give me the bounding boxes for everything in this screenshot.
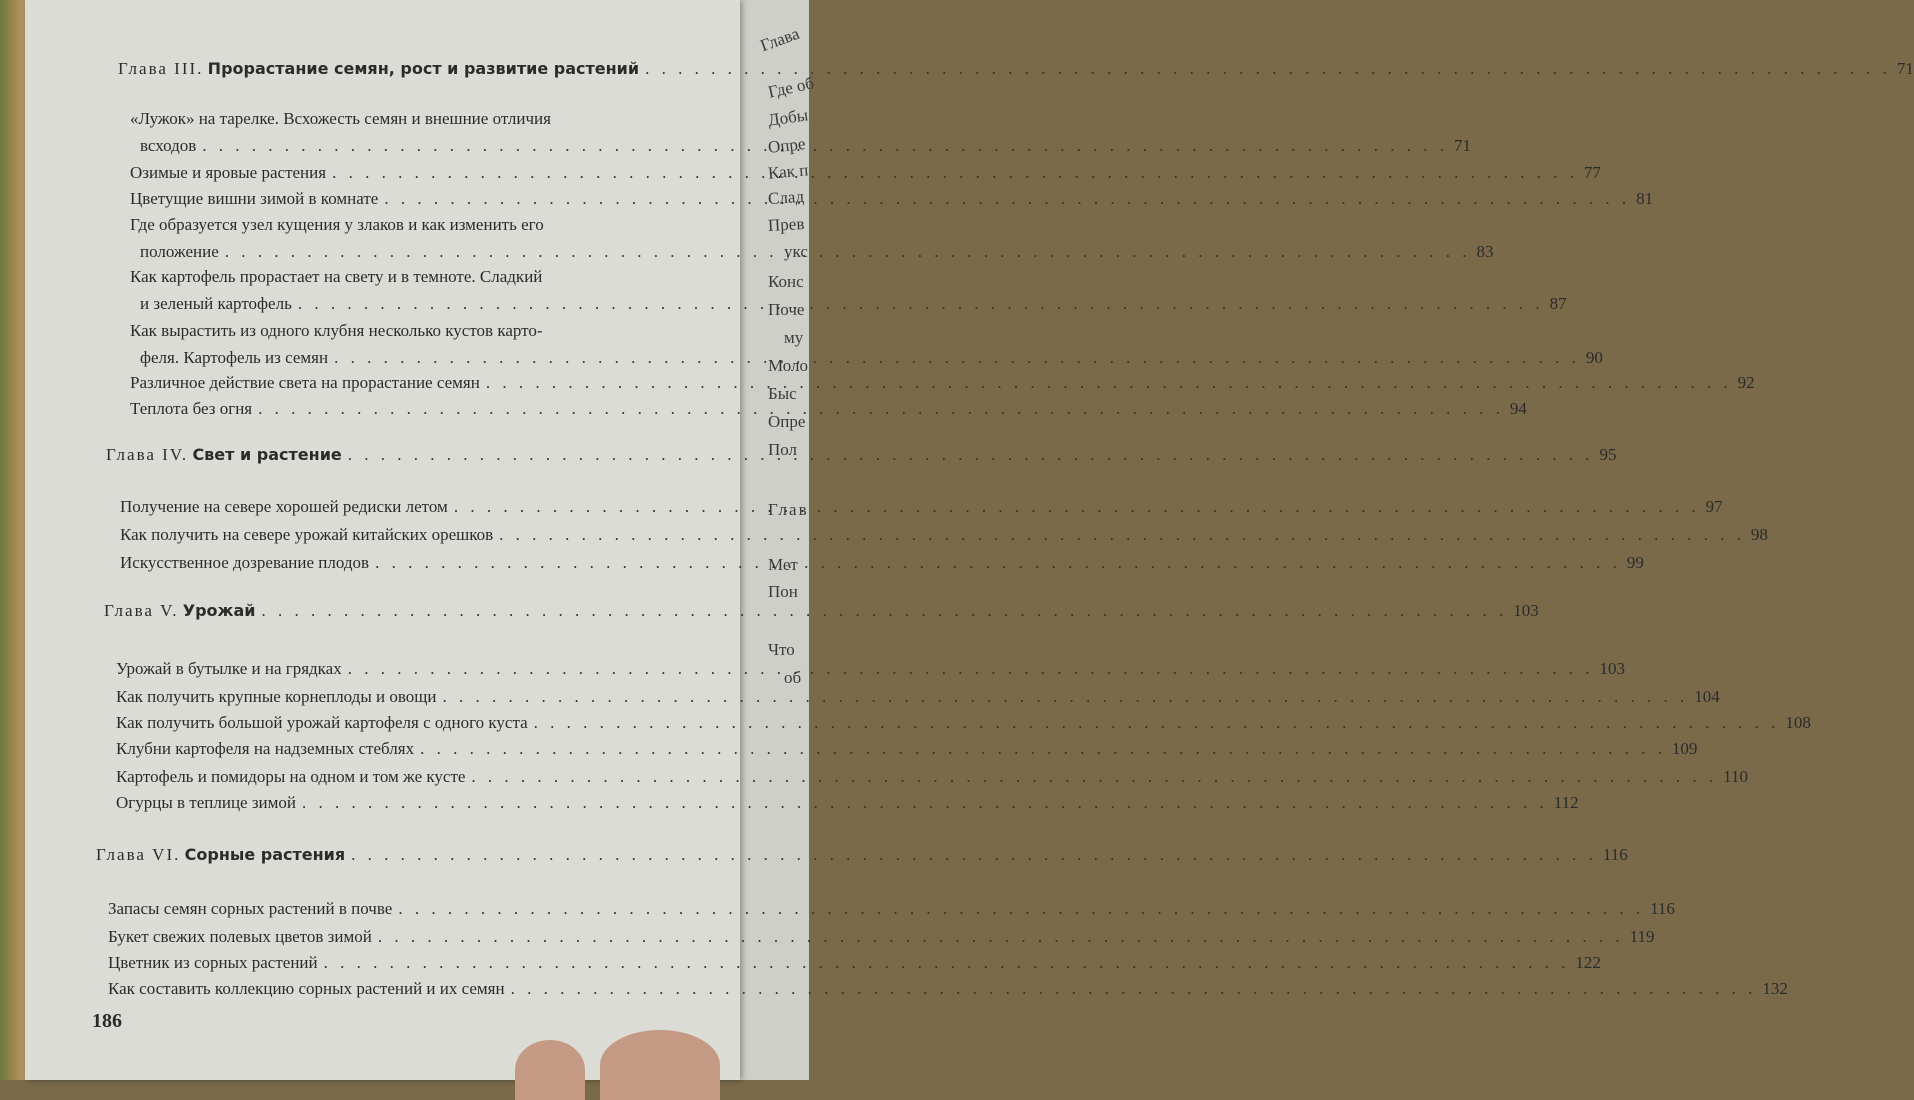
next-page-fragment: Опре	[767, 134, 807, 157]
toc-entry-page-number: 112	[1553, 793, 1579, 812]
toc-entry-title: Клубни картофеля на надземных стеблях	[116, 739, 415, 758]
toc-entry-page-number: 81	[1636, 189, 1654, 208]
next-page-fragment: укс	[784, 242, 808, 261]
next-page-fragment: Прев	[767, 214, 805, 235]
toc-entry	[116, 738, 1698, 760]
next-page-fragment: Мет	[768, 555, 798, 574]
toc-entry-page-number: 109	[1671, 739, 1698, 758]
chapter-page-number: 116	[1602, 845, 1628, 864]
toc-entry	[108, 926, 1655, 948]
next-page-fragment: Пон	[768, 582, 798, 601]
next-page-fragment: Где об	[766, 73, 816, 102]
leader-dots	[534, 712, 1780, 734]
toc-entry-title: Картофель и помидоры на одном и том же кусте	[116, 767, 466, 786]
toc-entry-title: всходов	[140, 135, 197, 155]
next-page-fragment: Добы	[766, 105, 810, 130]
leader-dots	[332, 162, 1578, 184]
toc-entry-page-number: 108	[1785, 713, 1811, 732]
toc-entry-title: и зеленый картофель	[140, 293, 292, 313]
toc-entry-page-number: 103	[1599, 659, 1625, 678]
chapter-label: Глава VI.	[96, 845, 181, 864]
chapter-label: Глава V.	[104, 601, 179, 620]
leader-dots	[348, 444, 1594, 466]
toc-entry-title: Букет свежих полевых цветов зимой	[108, 927, 372, 946]
chapter-heading	[118, 58, 1914, 80]
leader-dots	[202, 135, 1448, 157]
toc-entry-page-number: 90	[1585, 347, 1603, 367]
toc-entry-page-number: 104	[1694, 687, 1720, 706]
leader-dots	[302, 792, 1548, 814]
leader-dots	[420, 738, 1666, 760]
next-page-fragment: Как п	[767, 160, 809, 183]
next-page-fragment: му	[784, 328, 804, 347]
toc-entry-title: Огурцы в теплице зимой	[116, 793, 297, 812]
toc-entry-page-number: 119	[1629, 927, 1655, 946]
toc-entry-title: Как получить на севере урожай китайских орешков	[120, 525, 494, 544]
toc-entry-title: Как получить большой урожай картофеля с одного куста	[116, 713, 528, 732]
toc-entry-page-number: 77	[1583, 163, 1601, 182]
toc-entry-line: Где образуется узел кущения у злаков и как изменить его	[130, 215, 544, 234]
toc-entry	[120, 524, 1768, 546]
toc-entry-page-number: 122	[1575, 953, 1601, 972]
next-page-fragment: Поче	[768, 300, 805, 319]
leader-dots	[324, 952, 1570, 974]
leader-dots	[398, 898, 1644, 920]
toc-entry	[108, 898, 1675, 920]
chapter-label: Глава III.	[118, 59, 204, 78]
next-page-fragment: Слад	[767, 186, 805, 209]
toc-entry-title: Запасы семян сорных растений в почве	[108, 899, 393, 918]
toc-entry-page-number: 92	[1737, 373, 1755, 392]
toc-entry-title: Цветник из сорных растений	[108, 953, 318, 972]
toc-entry-title: Различное действие света на прорастание семян	[130, 373, 480, 392]
leader-dots	[645, 58, 1891, 80]
finger	[600, 1030, 720, 1100]
leader-dots	[378, 926, 1624, 948]
toc-entry-title: Искусственное дозревание плодов	[120, 553, 370, 572]
leader-dots	[384, 188, 1630, 210]
toc-entry-page-number: 132	[1762, 979, 1788, 998]
next-page-fragment: Глав	[768, 500, 809, 519]
toc-entry-title: положение	[140, 241, 219, 261]
leader-dots	[261, 600, 1507, 622]
chapter-title: Прорастание семян, рост и развитие растений	[207, 59, 640, 78]
toc-entry-page-number: 71	[1454, 135, 1472, 155]
chapter-heading	[96, 844, 1628, 866]
chapter-title: Свет и растение	[192, 445, 342, 464]
next-page-fragment: Опре	[768, 412, 806, 431]
chapter-page-number: 103	[1513, 601, 1539, 620]
toc-entry	[108, 952, 1601, 974]
next-page-fragment: Что	[768, 640, 795, 659]
toc-entry	[116, 766, 1749, 788]
leader-dots	[225, 241, 1471, 263]
toc-entry-title: Как получить крупные корнеплоды и овощи	[116, 687, 437, 706]
toc-entry-page-number: 116	[1650, 899, 1675, 918]
toc-entry-title: Озимые и яровые растения	[130, 163, 327, 182]
toc-entry-title: Цветущие вишни зимой в комнате	[130, 189, 379, 208]
chapter-page-number: 71	[1896, 59, 1914, 78]
leader-dots	[258, 398, 1504, 420]
toc-entry-page-number: 97	[1705, 497, 1723, 516]
toc-entry-title: Получение на севере хорошей редиски летом	[120, 497, 448, 516]
next-page-fragment: об	[784, 668, 802, 687]
toc-entry	[116, 792, 1579, 814]
next-page-fragment: Глава	[757, 23, 802, 56]
leader-dots	[298, 293, 1544, 315]
toc-entry-line: «Лужок» на тарелке. Всхожесть семян и внешние отличия	[130, 109, 551, 128]
toc-entry-page-number: 83	[1476, 241, 1494, 261]
leader-dots	[454, 496, 1700, 518]
toc-entry-line: Как картофель прорастает на свету и в темноте. Сладкий	[130, 267, 543, 286]
leader-dots	[348, 658, 1594, 680]
toc-entry	[116, 686, 1720, 708]
leader-dots	[499, 524, 1745, 546]
toc-entry-title: Урожай в бутылке и на грядках	[116, 659, 342, 678]
toc-entry-title: Как составить коллекцию сорных растений и их семян	[108, 979, 505, 998]
toc-entry-line: Как вырастить из одного клубня несколько кустов карто-	[130, 321, 543, 340]
toc-entry-page-number: 110	[1723, 767, 1749, 786]
toc-entry-title: Теплота без огня	[130, 399, 253, 418]
toc-entry-title: феля. Картофель из семян	[140, 347, 329, 367]
toc-entry-page-number: 99	[1626, 553, 1644, 572]
leader-dots	[471, 766, 1717, 788]
toc-entry	[108, 978, 1788, 1000]
next-page-fragment: Моло	[768, 356, 808, 375]
page-number: 186	[92, 1010, 122, 1032]
toc-entry-page-number: 87	[1549, 293, 1567, 313]
toc-entry-page-number: 98	[1750, 525, 1768, 544]
leader-dots	[375, 552, 1621, 574]
leader-dots	[334, 347, 1580, 369]
leader-dots	[486, 372, 1732, 394]
leader-dots	[442, 686, 1688, 708]
chapter-title: Сорные растения	[184, 845, 346, 864]
chapter-heading	[104, 600, 1539, 622]
next-page-fragment: Конс	[768, 272, 804, 291]
chapter-title: Урожай	[182, 601, 256, 620]
next-page-fragment: Пол	[768, 440, 798, 459]
chapter-label: Глава IV.	[106, 445, 189, 464]
toc-entry-page-number: 94	[1509, 399, 1527, 418]
toc-entry	[116, 712, 1811, 734]
next-page-fragment: Быс	[768, 384, 797, 403]
chapter-page-number: 95	[1599, 445, 1617, 464]
leader-dots	[351, 844, 1597, 866]
finger	[515, 1040, 585, 1100]
leader-dots	[511, 978, 1757, 1000]
toc-entry	[130, 398, 1527, 420]
